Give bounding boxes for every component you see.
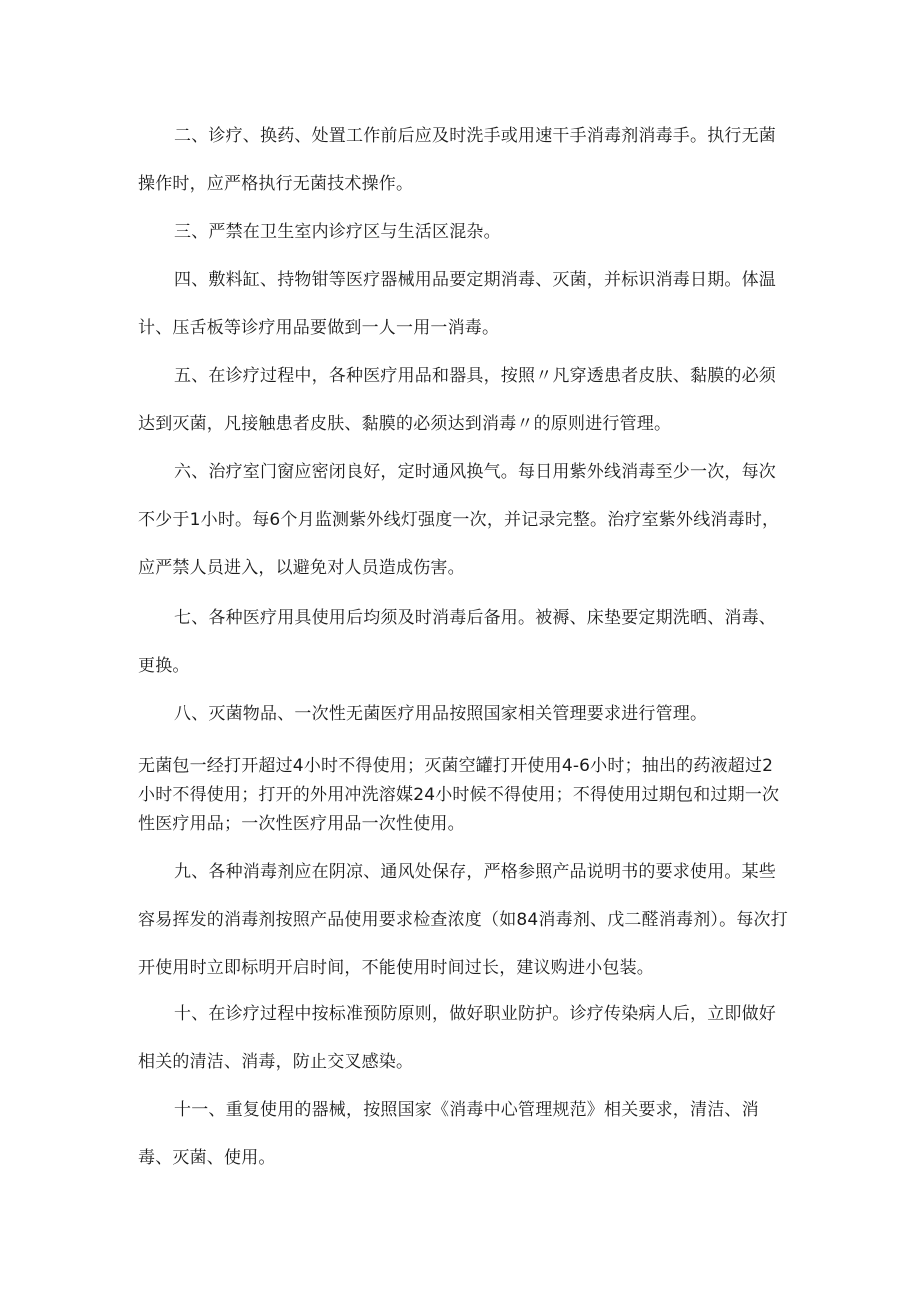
paragraph-6: 六、治疗室门窗应密闭良好，定时通风换气。每日用紫外线消毒至少一次，每次不少于1小时。每6个月监测紫外线灯强度一次，并记录完整。治疗室紫外线消毒时，应严禁人员进入，以避免对人员造成伤害。 xyxy=(138,462,780,578)
paragraph-8: 八、灭菌物品、一次性无菌医疗用品按照国家相关管理要求进行管理。 xyxy=(174,704,708,724)
paragraph-10: 十、在诊疗过程中按标准预防原则，做好职业防护。诊疗传染病人后，立即做好相关的清洁、消毒，防止交叉感染。 xyxy=(138,1004,776,1072)
paragraph-11: 十一、重复使用的器械，按照国家《消毒中心管理规范》相关要求，清洁、消毒、灭菌、使用。 xyxy=(138,1100,759,1168)
paragraph-2: 二、诊疗、换药、处置工作前后应及时洗手或用速干手消毒剂消毒手。执行无菌操作时，应严格执行无菌技术操作。 xyxy=(138,126,776,194)
paragraph-sterile-notes: 无菌包一经打开超过4小时不得使用；灭菌空罐打开使用4-6小时；抽出的药液超过2小时不得使用；打开的外用冲洗溶媒24小时候不得使用；不得使用过期包和过期一次性医疗用品；一次性医疗用品一次性使用。 xyxy=(138,756,780,834)
paragraph-9: 九、各种消毒剂应在阴凉、通风处保存，严格参照产品说明书的要求使用。某些容易挥发的消毒剂按照产品使用要求检查浓度（如84消毒剂、戊二醛消毒剂）。每次打开使用时立即标明开启时间，不能使用时间过长，建议购进小包装。 xyxy=(138,862,788,978)
paragraph-3: 三、严禁在卫生室内诊疗区与生活区混杂。 xyxy=(174,222,501,242)
paragraph-7: 七、各种医疗用具使用后均须及时消毒后备用。被褥、床垫要定期洗晒、消毒、更换。 xyxy=(138,608,776,676)
paragraph-4: 四、敷料缸、持物钳等医疗器械用品要定期消毒、灭菌，并标识消毒日期。体温计、压舌板等诊疗用品要做到一人一用一消毒。 xyxy=(138,270,776,338)
paragraph-5: 五、在诊疗过程中，各种医疗用品和器具，按照〃凡穿透患者皮肤、黏膜的必须达到灭菌，凡接触患者皮肤、黏膜的必须达到消毒〃的原则进行管理。 xyxy=(138,366,776,434)
